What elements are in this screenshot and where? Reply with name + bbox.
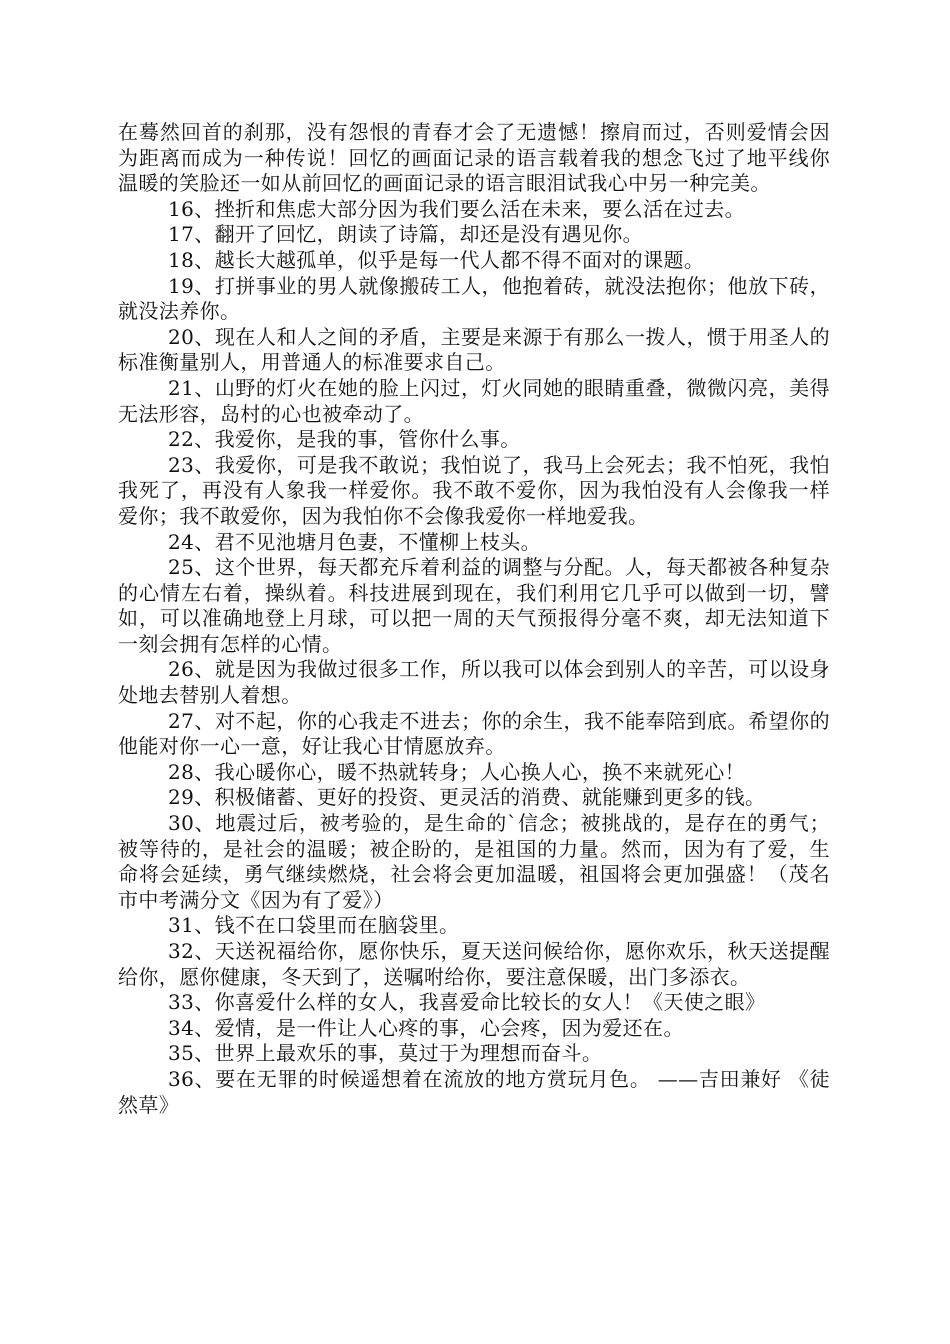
paragraph-20: 20、现在人和人之间的矛盾，主要是来源于有那么一拨人，惯于用圣人的标准衡量别人，用普通人的标准要求自己。 — [118, 324, 830, 375]
paragraph-32: 32、天送祝福给你，愿你快乐，夏天送问候给你，愿你欢乐，秋天送提醒给你，愿你健康，冬天到了，送嘱咐给你，要注意保暖，出门多添衣。 — [118, 939, 830, 989]
paragraph-29: 29、积极储蓄、更好的投资、更灵活的消费、就能赚到更多的钱。 — [168, 785, 766, 810]
paragraph-22: 22、我爱你，是我的事，管你什么事。 — [168, 427, 521, 452]
paragraph-21: 21、山野的灯火在她的脸上闪过，灯火同她的眼睛重叠，微微闪亮，美得无法形容，岛村的心也被牵动了。 — [118, 375, 830, 426]
paragraph-30: 30、地震过后，被考验的，是生命的`信念；被挑战的，是存在的勇气；被等待的，是社会的温暖；被企盼的，是祖国的力量。然而，因为有了爱，生命将会延续，勇气继续燃烧，社会将会更加温暖，祖国将会更加强盛！（茂名市中考满分文《因为有了爱》） — [118, 811, 830, 912]
paragraph-34: 34、爱情，是一件让人心疼的事，心会疼，因为爱还在。 — [168, 1015, 684, 1040]
paragraph-28: 28、我心暖你心，暖不热就转身；人心换人心，换不来就死心！ — [168, 759, 746, 784]
paragraph-27: 27、对不起，你的心我走不进去；你的余生，我不能奉陪到底。希望你的他能对你一心一意，好让我心甘情愿放弃。 — [118, 708, 830, 759]
paragraph-25: 25、这个世界，每天都充斥着利益的调整与分配。人，每天都被各种复杂的心情左右着，操纵着。科技进展到现在，我们利用它几乎可以做到一切，譬如，可以准确地登上月球，可以把一周的天气预报得分毫不爽，却无法知道下一刻会拥有怎样的心情。 — [118, 555, 830, 656]
paragraph-26: 26、就是因为我做过很多工作，所以我可以体会到别人的辛苦，可以设身处地去替别人着想。 — [118, 657, 830, 708]
paragraph-continuation: 在蓦然回首的刹那，没有怨恨的青春才会了无遗憾！擦肩而过，否则爱情会因为距离而成为一种传说！回忆的画面记录的语言载着我的想念飞过了地平线你温暖的笑脸还一如从前回忆的画面记录的语言眼泪试我心中另一种完美。 — [118, 120, 830, 196]
document-page — [118, 120, 830, 1118]
paragraph-36: 36、要在无罪的时候遥想着在流放的地方赏玩月色。 ——吉田兼好 《徒然草》 — [118, 1066, 830, 1117]
paragraph-24: 24、君不见池塘月色妻，不懂柳上枝头。 — [168, 529, 542, 554]
paragraph-35: 35、世界上最欢乐的事，莫过于为理想而奋斗。 — [168, 1041, 603, 1066]
paragraph-16: 16、挫折和焦虑大部分因为我们要么活在未来，要么活在过去。 — [168, 196, 746, 221]
paragraph-23: 23、我爱你，可是我不敢说；我怕说了，我马上会死去；我不怕死，我怕我死了，再没有人象我一样爱你。我不敢不爱你，因为我怕没有人会像我一样爱你；我不敢爱你，因为我怕你不会像我爱你一样地爱我。 — [118, 452, 830, 528]
paragraph-18: 18、越长大越孤单，似乎是每一代人都不得不面对的课题。 — [168, 247, 705, 272]
paragraph-17: 17、翻开了回忆，朗读了诗篇，却还是没有遇见你。 — [168, 222, 644, 247]
paragraph-33: 33、你喜爱什么样的女人，我喜爱命比较长的女人！《天使之眼》 — [168, 990, 766, 1015]
paragraph-19: 19、打拼事业的男人就像搬砖工人，他抱着砖，就没法抱你；他放下砖，就没法养你。 — [118, 273, 830, 324]
paragraph-31: 31、钱不在口袋里而在脑袋里。 — [168, 913, 460, 938]
